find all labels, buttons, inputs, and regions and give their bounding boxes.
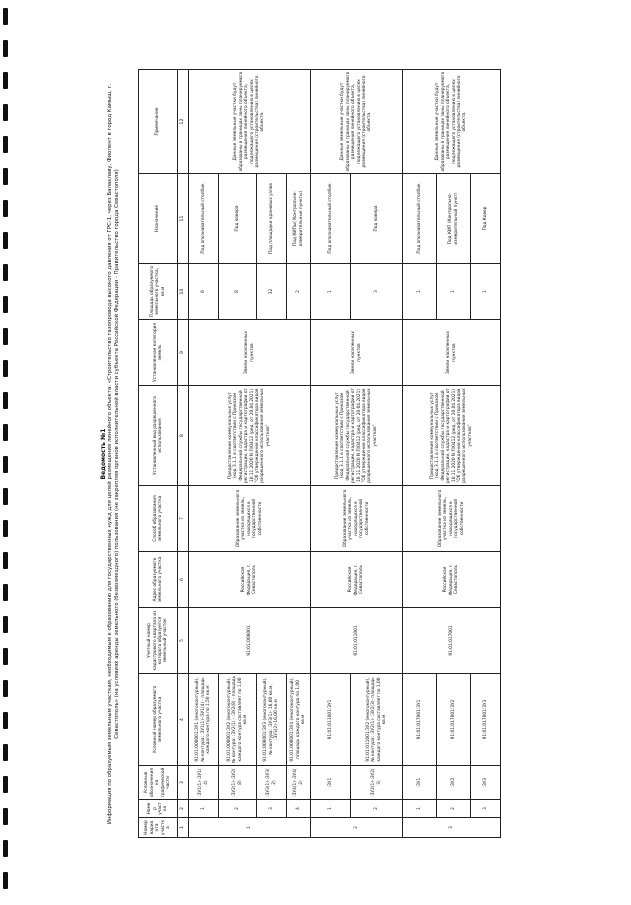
conditional-number-cell: 91:01:017001:ЗУ3 [471, 674, 501, 766]
cadastral-quarter-cell: 91:01:011001 [311, 608, 403, 674]
column-number: 10 [178, 264, 189, 320]
plot-number-cell: 2 [351, 800, 403, 818]
document-subtitle: Информация по образуемым земельным участкам, необходимым к образованию для государственных нужд для целей размещения линейного объекта: «Строительство газопровода высокого давления от ГРС-1, через Балаклаву, Фиолент в город Камыш, г. Севастополь» (на условиях аренды земельного (безвозмездного) пользования (не закрепляя органов исполнительной власти субъекта Российской Федерации - Правительство города Севастополя) [107, 83, 120, 825]
binding-hole [3, 872, 8, 889]
document-title: Ведомость №1 [100, 428, 107, 480]
formation-method-cell: Образование земельного участка из земель, находящихся в государственной собственности [311, 486, 403, 552]
variant-cell: 1 [189, 818, 311, 838]
area-cell: 32 [257, 264, 287, 320]
plot-number-cell: 1 [403, 800, 437, 818]
binding-hole [3, 360, 8, 377]
binding-hole [3, 488, 8, 505]
symbol-cell: :ЗУ2 [437, 766, 471, 800]
table-row [403, 70, 437, 838]
binding-hole [3, 264, 8, 281]
area-cell: 1 [311, 264, 351, 320]
column-number: 1 [178, 818, 189, 838]
column-number: 6 [178, 552, 189, 608]
purpose-cell: Под опознавательный столбик [189, 174, 219, 264]
symbol-cell: :ЗУ2(1)-:ЗУ2(8) [219, 766, 257, 800]
binding-hole [3, 840, 8, 857]
address-cell: Российская Федерация, г. Севастополь [403, 552, 501, 608]
land-plots-table [138, 69, 501, 838]
column-number: 4 [178, 674, 189, 766]
plot-number-cell: 3 [471, 800, 501, 818]
area-cell: 3 [351, 264, 403, 320]
binding-hole [3, 232, 8, 249]
plot-number-cell: 4 [287, 800, 311, 818]
symbol-cell: :ЗУ3 [471, 766, 501, 800]
permitted-use-cell: Предоставление коммунальных услуг (код 3.1.1 в соответствии с Приказом Федеральной службы государственной регистрации, кадастра и картографии от 10.11.2020 N П/0412 (ред. от 20.04.2021) "Об утверждении классификатора видов разрешенного использования земельных участков" [403, 386, 501, 486]
address-cell: Российская Федерация, г. Севастополь [189, 552, 311, 608]
land-category-cell: Земли населенных пунктов [403, 320, 501, 386]
rotated-document [100, 70, 621, 838]
table-header-row [139, 70, 178, 838]
binding-hole [3, 8, 8, 25]
purpose-cell: Под Ковер [471, 174, 501, 264]
plot-number-cell: 1 [311, 800, 351, 818]
area-cell: 8 [219, 264, 257, 320]
column-header: Условный номер образуемого земельного участка [139, 674, 178, 766]
note-cell: Данные земельные участки будут образованы в границах зоны планируемого размещения линейного объекта, подлежащего установлению в целях размещения (строительства) линейного объекта. [403, 70, 501, 174]
table-row [311, 70, 351, 838]
binding-hole [3, 552, 8, 569]
area-cell: 2 [287, 264, 311, 320]
purpose-cell: Под КИП (Контрольно-измерительный пункт) [437, 174, 471, 264]
column-header: Установленный вид разрешенного использования [139, 386, 178, 486]
column-header: Установленная категория земель [139, 320, 178, 386]
area-cell: 1 [403, 264, 437, 320]
conditional-number-cell: 91:01:017001:ЗУ2 [437, 674, 471, 766]
column-header: Номер варианта участка [139, 818, 178, 838]
land-category-cell: Земли населенных пунктов [311, 320, 403, 386]
binding-hole [3, 392, 8, 409]
conditional-number-cell: 91:01:011001:ЗУ1 [311, 674, 351, 766]
column-number: 9 [178, 320, 189, 386]
binding-hole [3, 40, 8, 57]
conditional-number-cell: 91:01:017001:ЗУ1 [403, 674, 437, 766]
cadastral-quarter-cell: 91:01:006001 [189, 608, 311, 674]
binding-hole [3, 584, 8, 601]
column-number: 12 [178, 70, 189, 174]
conditional-number-cell: 91:01:011001:ЗУ2 (многоконтурный), № контура: :ЗУ2(1)- :ЗУ2(3)- площадь каждого контура составляет по 1,00 кв.м [351, 674, 403, 766]
permitted-use-cell: Предоставление коммунальных услуг (код 3.1.1 в соответствии с Приказом Федеральной службы государственной регистрации, кадастра и картографии от 10.11.2020 N П/0412 (ред. от 20.04.2021) "Об утверждении классификатора видов разрешенного использования земельных участков" [311, 386, 403, 486]
purpose-cell: Под опознавательный столбик [403, 174, 437, 264]
area-cell: 6 [189, 264, 219, 320]
symbol-cell: :ЗУ1 [403, 766, 437, 800]
binding-hole [3, 104, 8, 121]
plot-number-cell: 2 [219, 800, 257, 818]
binding-hole [3, 776, 8, 793]
column-number: 2 [178, 800, 189, 818]
document-header [100, 70, 121, 838]
land-category-cell: Земли населенных пунктов [189, 320, 311, 386]
column-header: Примечание [139, 70, 178, 174]
symbol-cell: :ЗУ1 [311, 766, 351, 800]
conditional-number-cell: 91:01:006001:ЗУ3 (многоконтурный), № контура: :ЗУ3(1)- 16,00 кв.м, :ЗУ3(2)-16,00 кв.м [257, 674, 287, 766]
column-header: Учетный номер кадастрового квартала из которого образуется земельный участок [139, 608, 178, 674]
note-cell: Данные земельные участки будут образованы в границах зоны планируемого размещения линейного объекта, подлежащего установлению в целях размещения (строительства) линейного объекта. [311, 70, 403, 174]
conditional-number-cell: 91:01:006001:ЗУ4 (многоконтурный), площадь каждого контура по 1,00 кв.м [287, 674, 311, 766]
binding-hole [3, 712, 8, 729]
variant-cell: 2 [311, 818, 403, 838]
purpose-cell: Под КИПы( Контрольно-измерительные пункты) [287, 174, 311, 264]
binding-hole [3, 136, 8, 153]
column-number: 3 [178, 766, 189, 800]
column-header: Площадь образуемого земельного участка, кв.м [139, 264, 178, 320]
plot-number-cell: 3 [257, 800, 287, 818]
address-cell: Российская Федерация, г. Севастополь [311, 552, 403, 608]
symbol-cell: :ЗУ3(1)-:ЗУ3(2) [257, 766, 287, 800]
area-cell: 1 [471, 264, 501, 320]
binding-hole [3, 72, 8, 89]
cadastral-quarter-cell: 91:01:017001 [403, 608, 501, 674]
symbol-cell: :ЗУ2(1)-:ЗУ2(3) [351, 766, 403, 800]
column-header: Назначение [139, 174, 178, 264]
symbol-cell: :ЗУ1(1)-:ЗУ1(4) [189, 766, 219, 800]
binding-hole [3, 200, 8, 217]
symbol-cell: :ЗУ4(1)-:ЗУ4(2) [287, 766, 311, 800]
plot-number-cell: 1 [189, 800, 219, 818]
binding-hole [3, 744, 8, 761]
formation-method-cell: Образование земельного участка из земель, находящихся в государственной собственности [403, 486, 501, 552]
column-header: Номер участка [139, 800, 178, 818]
plot-number-cell: 2 [437, 800, 471, 818]
binding-hole [3, 424, 8, 441]
purpose-cell: Под ковера [219, 174, 257, 264]
purpose-cell: Под опознавательный столбик [311, 174, 351, 264]
binding-hole [3, 680, 8, 697]
binding-hole [3, 296, 8, 313]
permitted-use-cell: Предоставление коммунальных услуг (код 3.1.1 в соответствии с Приказом Федеральной службы государственной регистрации, кадастра и картографии от 10.11.2020 N П/0412 (ред. от 20.04.2021) "Об утверждении классификатора видов разрешенного использования земельных участков" [189, 386, 311, 486]
binding-strip [0, 0, 12, 905]
column-number: 8 [178, 386, 189, 486]
binding-hole [3, 168, 8, 185]
binding-hole [3, 328, 8, 345]
binding-hole [3, 648, 8, 665]
column-header: Адрес образуемого земельного участка [139, 552, 178, 608]
column-number: 7 [178, 486, 189, 552]
column-number: 5 [178, 608, 189, 674]
column-header: Условные обозначения на графической части [139, 766, 178, 800]
conditional-number-cell: 91:01:006001:ЗУ2 (многоконтурный), № контура: :ЗУ2(1) - :ЗУ2(8) - площадь каждого контура составляет по 1,00 кв.м [219, 674, 257, 766]
formation-method-cell: Образование земельного участка из земель, находящихся в государственной собственности [189, 486, 311, 552]
binding-hole [3, 520, 8, 537]
conditional-number-cell: 91:01:006001:ЗУ1 (многоконтурный), № контура: :ЗУ1(1)-:ЗУ1(4) - площадь каждого контура по 1,50 кв.м [189, 674, 219, 766]
area-cell: 1 [437, 264, 471, 320]
column-number: 11 [178, 174, 189, 264]
purpose-cell: Под ковера [351, 174, 403, 264]
binding-hole [3, 808, 8, 825]
binding-hole [3, 616, 8, 633]
variant-cell: 3 [403, 818, 501, 838]
table-number-row [178, 70, 189, 838]
table-row [189, 70, 219, 838]
note-cell: Данные земельные участки будут образованы в границах зоны планируемого размещения линейного объекта, подлежащего установлению в целях размещения (строительства) линейного объекта. [189, 70, 311, 174]
column-header: Способ образования земельного участка [139, 486, 178, 552]
binding-hole [3, 456, 8, 473]
purpose-cell: Под площадки крановых узлов [257, 174, 287, 264]
